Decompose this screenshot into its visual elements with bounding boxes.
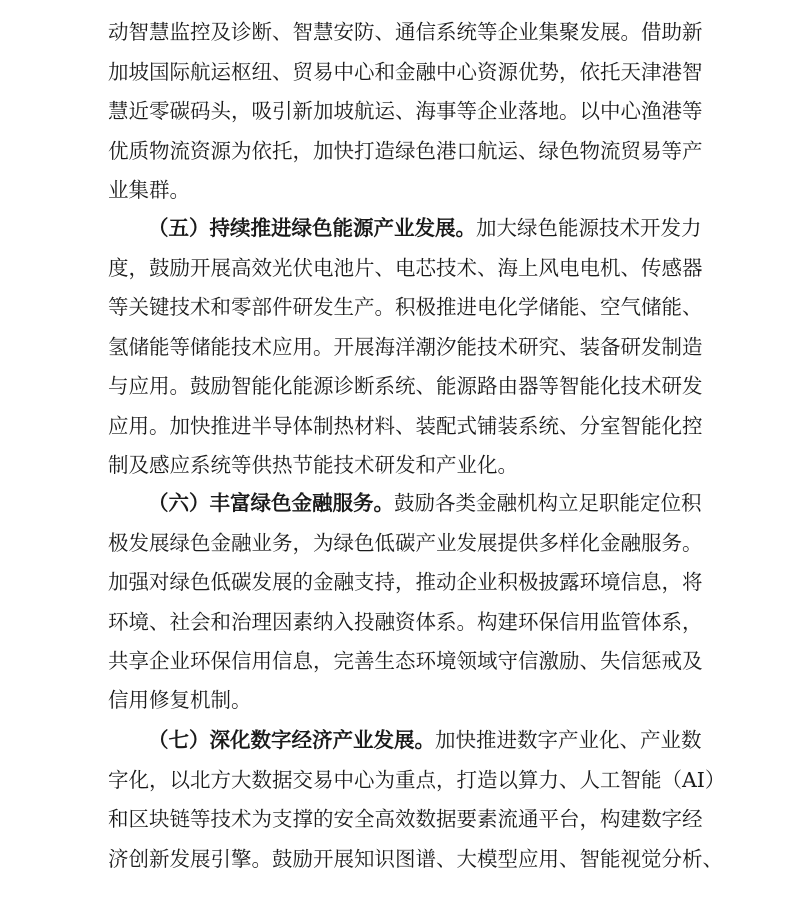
text-line: 信用修复机制。 [108, 688, 252, 712]
section-heading-7: （七）深化数字经济产业发展。 [148, 728, 435, 752]
paragraph-first-line [148, 488, 702, 518]
paragraph-first-line [148, 213, 702, 243]
paragraph-first-line [148, 725, 702, 755]
text-line: 加坡国际航运枢纽、贸易中心和金融中心资源优势，依托天津港智 [108, 60, 703, 84]
section-heading-5: （五）持续推进绿色能源产业发展。 [148, 216, 476, 240]
text-line: 极发展绿色金融业务，为绿色低碳产业发展提供多样化金融服务。 [108, 531, 703, 555]
text-line: 等关键技术和零部件研发生产。积极推进电化学储能、空气储能、 [108, 295, 703, 319]
text-line: 共享企业环保信用信息，完善生态环境领域守信激励、失信惩戒及 [108, 649, 703, 673]
text-line: 环境、社会和治理因素纳入投融资体系。构建环保信用监管体系， [108, 610, 703, 634]
text-line: 度，鼓励开展高效光伏电池片、电芯技术、海上风电电机、传感器 [108, 256, 703, 280]
paragraph-text: 鼓励各类金融机构立足职能定位积 [394, 491, 702, 515]
paragraph-text: 加大绿色能源技术开发力 [476, 216, 702, 240]
text-line: 氢储能等储能技术应用。开展海洋潮汐能技术研究、装备研发制造 [108, 335, 703, 359]
text-line: 动智慧监控及诊断、智慧安防、通信系统等企业集聚发展。借助新 [108, 20, 703, 44]
text-line: 济创新发展引擎。鼓励开展知识图谱、大模型应用、智能视觉分析、 [108, 847, 723, 871]
section-heading-6: （六）丰富绿色金融服务。 [148, 491, 394, 515]
text-line: 优质物流资源为依托，加快打造绿色港口航运、绿色物流贸易等产 [108, 139, 703, 163]
text-line: 慧近零碳码头，吸引新加坡航运、海事等企业落地。以中心渔港等 [108, 99, 703, 123]
paragraph-text: 加快推进数字产业化、产业数 [435, 728, 702, 752]
text-line: 业集群。 [108, 178, 190, 202]
text-line: 和区块链等技术为支撑的安全高效数据要素流通平台，构建数字经 [108, 807, 703, 831]
text-line: 加强对绿色低碳发展的金融支持，推动企业积极披露环境信息，将 [108, 570, 703, 594]
text-line: 字化，以北方大数据交易中心为重点，打造以算力、人工智能（AI） [108, 768, 726, 792]
text-line: 应用。加快推进半导体制热材料、装配式铺装系统、分室智能化控 [108, 414, 703, 438]
text-line: 制及感应系统等供热节能技术研发和产业化。 [108, 453, 518, 477]
text-line: 与应用。鼓励智能化能源诊断系统、能源路由器等智能化技术研发 [108, 374, 703, 398]
